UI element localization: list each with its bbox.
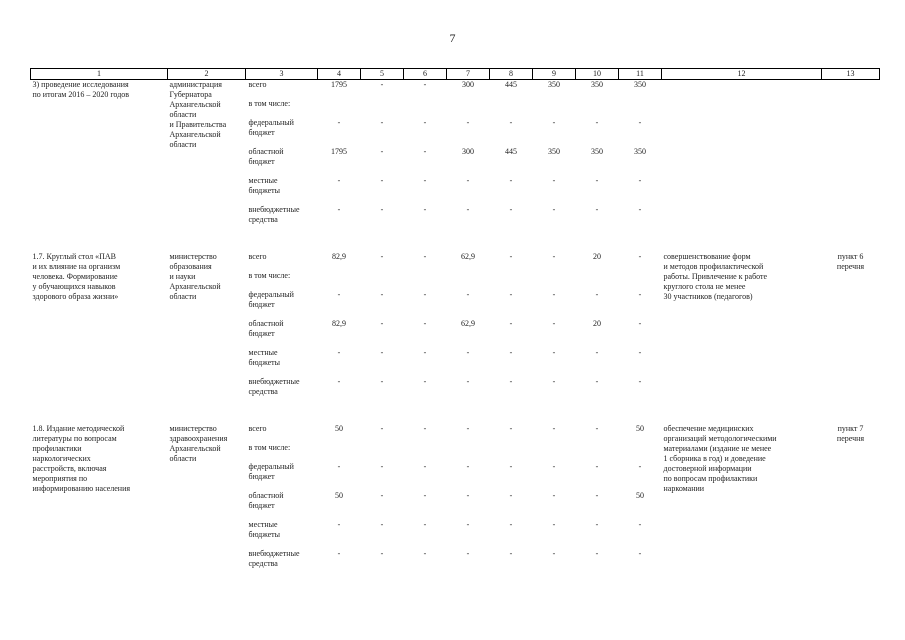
amount-cell: - [509,520,513,529]
amount-cell: - [595,424,599,433]
amount-cell: - [423,424,427,433]
amount-cell [490,271,533,290]
amount-cell: - [509,462,513,471]
amount-cell: - [337,549,341,558]
funding-source-label: внебюджетные средства [248,549,300,568]
expected-result [662,80,822,235]
amount-cell: - [423,491,427,500]
amount-cell: - [552,549,556,558]
expected-result: совершенствование форм и методов профилактической работы. Привлечение к работе круглого стола не менее 30 участников (педагогов) [663,252,768,301]
amount-cell [404,271,447,290]
amount-cell [576,271,619,290]
amount-cell: - [638,118,642,127]
amount-cell: - [595,491,599,500]
amount-cell [318,271,361,290]
amount-cell: - [380,520,384,529]
expected-result: обеспечение медицинских организаций методологическими материалами (издание не менее 1 сборника в год) и доведение достоверной информации по вопросам профилактики наркомании [663,424,777,493]
amount-cell: 82,9 [332,252,346,261]
funding-row [31,80,880,100]
header-cell: 13 [822,69,880,80]
amount-cell [361,443,404,462]
amount-cell: - [595,176,599,185]
amount-cell: - [380,549,384,558]
amount-cell: 445 [505,80,517,89]
header-cell: 4 [318,69,361,80]
amount-cell: - [337,290,341,299]
block-spacer [31,406,880,424]
amount-cell: 50 [636,491,644,500]
list-reference: пункт 7 перечня [836,424,865,443]
funding-source-label: областной бюджет [248,319,284,338]
amount-cell: - [595,290,599,299]
responsible-executor: министерство образования и науки Архангельской области [169,252,221,301]
funding-row [31,424,880,443]
amount-cell: - [423,205,427,214]
amount-cell: 1795 [331,147,347,156]
amount-cell [447,99,490,118]
header-cell: 5 [361,69,404,80]
amount-cell: - [638,319,642,328]
amount-cell: - [466,520,470,529]
amount-cell: - [638,462,642,471]
amount-cell: - [423,252,427,261]
funding-source-label: местные бюджеты [248,520,281,539]
amount-cell: 50 [335,424,343,433]
amount-cell: - [595,549,599,558]
amount-cell [619,443,662,462]
funding-source-label: всего [248,80,267,89]
amount-cell: 300 [462,147,474,156]
header-cell: 7 [447,69,490,80]
program-table [30,68,880,578]
amount-cell: - [466,290,470,299]
amount-cell: - [509,205,513,214]
amount-cell: - [595,348,599,357]
amount-cell [318,443,361,462]
funding-source-label: областной бюджет [248,491,284,510]
header-row [31,69,880,80]
amount-cell [447,443,490,462]
header-cell: 10 [576,69,619,80]
amount-cell: - [595,520,599,529]
amount-cell [361,271,404,290]
amount-cell: - [380,377,384,386]
amount-cell: 1795 [331,80,347,89]
amount-cell: - [423,176,427,185]
amount-cell: - [509,176,513,185]
amount-cell: - [552,252,556,261]
amount-cell [318,99,361,118]
amount-cell: 350 [548,80,560,89]
block-spacer [31,234,880,252]
amount-cell: 445 [505,147,517,156]
amount-cell: - [380,252,384,261]
amount-cell: - [509,319,513,328]
amount-cell: 350 [591,147,603,156]
amount-cell: - [466,491,470,500]
header-cell: 3 [246,69,318,80]
amount-cell: - [380,491,384,500]
amount-cell: - [337,348,341,357]
amount-cell: - [380,462,384,471]
funding-source-label: внебюджетные средства [248,377,300,396]
header-cell: 9 [533,69,576,80]
activity-description: 1.8. Издание методической литературы по вопросам профилактики наркологических расстройств, включая мероприятия по информированию населения [32,424,131,493]
amount-cell: - [466,377,470,386]
amount-cell: - [509,424,513,433]
funding-source-label: федеральный бюджет [248,118,294,137]
funding-source-label: федеральный бюджет [248,462,294,481]
amount-cell: - [337,462,341,471]
amount-cell: - [509,290,513,299]
amount-cell: - [423,319,427,328]
amount-cell: 350 [634,147,646,156]
amount-cell [404,99,447,118]
amount-cell: - [638,290,642,299]
amount-cell: - [509,252,513,261]
amount-cell [361,99,404,118]
amount-cell [447,271,490,290]
amount-cell: 62,9 [461,319,475,328]
header-cell: 2 [168,69,246,80]
amount-cell: - [423,290,427,299]
amount-cell [576,443,619,462]
amount-cell: - [466,549,470,558]
amount-cell: - [595,118,599,127]
amount-cell [490,99,533,118]
amount-cell: - [337,118,341,127]
amount-cell: - [380,205,384,214]
responsible-executor: министерство здравоохранения Архангельской области [169,424,228,463]
amount-cell: - [552,348,556,357]
amount-cell: - [380,147,384,156]
amount-cell: - [380,80,384,89]
amount-cell: - [380,176,384,185]
amount-cell: - [423,377,427,386]
amount-cell: - [466,205,470,214]
amount-cell: - [638,348,642,357]
funding-source-label: в том числе: [248,271,291,280]
spacer-cell [31,234,880,252]
amount-cell: 50 [636,424,644,433]
amount-cell: 350 [591,80,603,89]
amount-cell: - [595,205,599,214]
amount-cell: - [509,348,513,357]
amount-cell: - [423,549,427,558]
amount-cell: - [380,348,384,357]
amount-cell: - [423,348,427,357]
funding-row [31,252,880,271]
amount-cell: - [509,549,513,558]
funding-source-label: местные бюджеты [248,176,281,195]
header-cell: 6 [404,69,447,80]
amount-cell: - [638,520,642,529]
amount-cell: - [509,377,513,386]
amount-cell: - [552,520,556,529]
amount-cell: 300 [462,80,474,89]
responsible-executor: администрация Губернатора Архангельской области и Правительства Архангельской области [169,80,227,149]
amount-cell: - [380,319,384,328]
amount-cell: 50 [335,491,343,500]
amount-cell: 62,9 [461,252,475,261]
activity-description: 1.7. Круглый стол «ПАВ и их влияние на организм человека. Формирование у обучающихся навыков здорового образа жизни» [32,252,121,301]
amount-cell: 350 [634,80,646,89]
amount-cell: - [552,462,556,471]
amount-cell: 20 [593,252,601,261]
amount-cell: 82,9 [332,319,346,328]
funding-source-label: внебюджетные средства [248,205,300,224]
amount-cell: 20 [593,319,601,328]
amount-cell: - [638,377,642,386]
amount-cell: - [509,491,513,500]
amount-cell: - [595,377,599,386]
amount-cell: - [337,205,341,214]
funding-source-label: всего [248,252,267,261]
amount-cell: - [552,424,556,433]
amount-cell: - [638,176,642,185]
amount-cell: - [423,80,427,89]
list-reference: пункт 6 перечня [836,252,865,271]
funding-source-label: всего [248,424,267,433]
amount-cell: - [552,377,556,386]
amount-cell [533,443,576,462]
activity-description: 3) проведение исследования по итогам 2016 – 2020 годов [32,80,130,99]
amount-cell: - [423,520,427,529]
amount-cell: - [380,424,384,433]
header-cell: 12 [662,69,822,80]
amount-cell: - [466,424,470,433]
funding-source-label: в том числе: [248,443,291,452]
amount-cell: - [466,462,470,471]
amount-cell [404,443,447,462]
amount-cell: - [466,176,470,185]
amount-cell [533,271,576,290]
amount-cell: - [595,462,599,471]
funding-source-label: в том числе: [248,99,291,108]
amount-cell [533,99,576,118]
amount-cell: - [423,118,427,127]
amount-cell: - [466,118,470,127]
amount-cell: - [552,205,556,214]
amount-cell: - [552,290,556,299]
amount-cell: - [509,118,513,127]
amount-cell [619,99,662,118]
amount-cell: - [552,176,556,185]
amount-cell: - [423,147,427,156]
amount-cell [619,271,662,290]
amount-cell [490,443,533,462]
spacer-cell [31,406,880,424]
amount-cell: - [380,118,384,127]
amount-cell: - [466,348,470,357]
amount-cell: - [638,205,642,214]
amount-cell: - [337,377,341,386]
table-body [31,80,880,579]
list-reference [822,80,880,235]
table-header [31,69,880,80]
amount-cell: - [552,118,556,127]
amount-cell: 350 [548,147,560,156]
funding-source-label: федеральный бюджет [248,290,294,309]
amount-cell: - [552,491,556,500]
funding-source-label: местные бюджеты [248,348,281,367]
amount-cell: - [337,176,341,185]
amount-cell: - [552,319,556,328]
amount-cell: - [380,290,384,299]
amount-cell: - [337,520,341,529]
page-number: 7 [449,31,456,45]
header-cell: 11 [619,69,662,80]
header-cell: 1 [31,69,168,80]
funding-source-label: областной бюджет [248,147,284,166]
amount-cell [576,99,619,118]
amount-cell: - [638,252,642,261]
amount-cell: - [423,462,427,471]
header-cell: 8 [490,69,533,80]
amount-cell: - [638,549,642,558]
